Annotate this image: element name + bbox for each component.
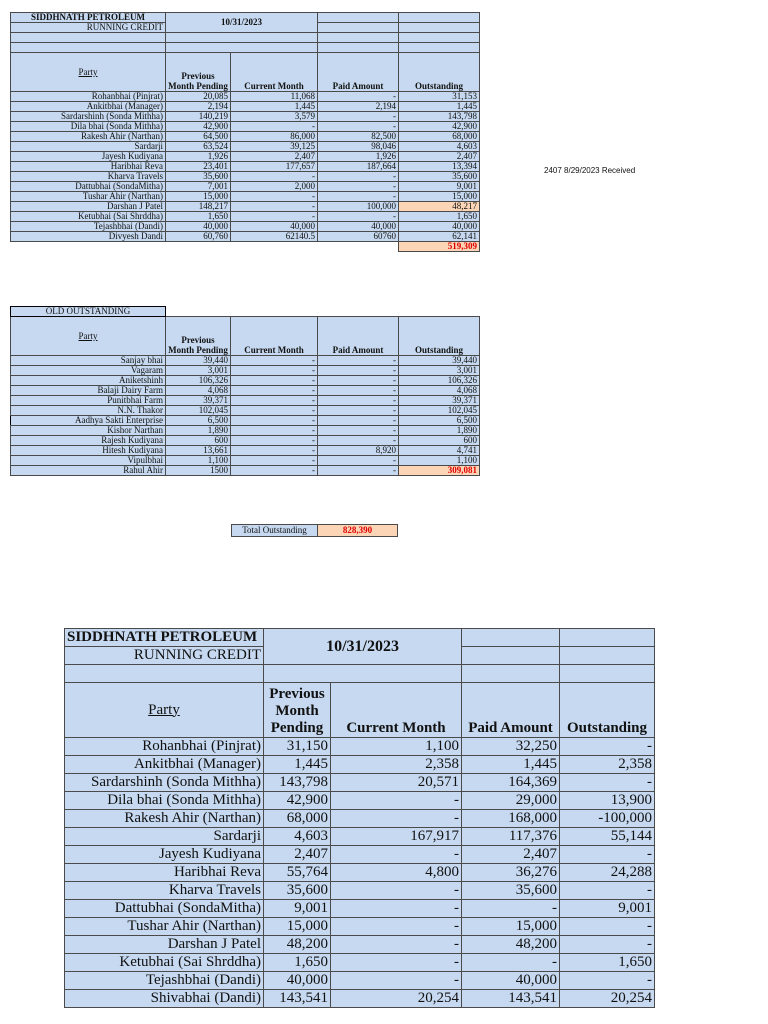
table-row xyxy=(11,396,480,406)
cell-party: Dila bhai (Sonda Mithha) xyxy=(11,122,166,132)
cell-outstanding: 4,068 xyxy=(399,386,480,396)
table-row xyxy=(11,172,480,182)
outstanding-header: Outstanding xyxy=(560,683,655,738)
cell-prev: 9,001 xyxy=(264,900,331,918)
cell-prev: 42,900 xyxy=(264,792,331,810)
cell-current: - xyxy=(331,846,462,864)
cell-outstanding: 1,890 xyxy=(399,426,480,436)
table-row xyxy=(11,356,480,366)
table-row xyxy=(65,810,655,828)
cell-paid: 143,541 xyxy=(462,990,560,1008)
cell-outstanding: 2,407 xyxy=(399,152,480,162)
table-row xyxy=(65,918,655,936)
cell-party: Jayesh Kudiyana xyxy=(11,152,166,162)
table-row xyxy=(11,92,480,102)
running-credit-sheet-large xyxy=(64,628,655,1008)
cell-prev: 40,000 xyxy=(166,222,231,232)
cell-paid: - xyxy=(462,900,560,918)
cell-party: Aadhya Sakti Enterprise xyxy=(11,416,166,426)
cell-paid: 48,200 xyxy=(462,936,560,954)
cell-paid: - xyxy=(318,92,399,102)
current-month-header: Current Month xyxy=(231,317,318,356)
cell-outstanding: 106,326 xyxy=(399,376,480,386)
party-header: Party xyxy=(11,53,166,92)
cell-outstanding: 143,798 xyxy=(399,112,480,122)
cell-outstanding: - xyxy=(560,972,655,990)
cell-prev: 64,500 xyxy=(166,132,231,142)
cell-party: Kharva Travels xyxy=(11,172,166,182)
cell-paid: 29,000 xyxy=(462,792,560,810)
cell-paid: 1,926 xyxy=(318,152,399,162)
cell-outstanding: 40,000 xyxy=(399,222,480,232)
party-header: Party xyxy=(65,683,264,738)
table-row xyxy=(11,436,480,446)
cell-current: - xyxy=(231,376,318,386)
cell-paid: - xyxy=(318,396,399,406)
cell-outstanding: 1,445 xyxy=(399,102,480,112)
cell-paid: - xyxy=(318,356,399,366)
cell-paid: 2,407 xyxy=(462,846,560,864)
table-row xyxy=(11,456,480,466)
current-month-header: Current Month xyxy=(331,683,462,738)
cell-current: 1,100 xyxy=(331,738,462,756)
cell-current: 4,800 xyxy=(331,864,462,882)
cell-outstanding: - xyxy=(560,738,655,756)
table-row xyxy=(11,426,480,436)
cell-party: Shivabhai (Dandi) xyxy=(65,990,264,1008)
cell-party: Sardarshinh (Sonda Mithha) xyxy=(11,112,166,122)
table-row xyxy=(11,386,480,396)
cell-outstanding: 13,900 xyxy=(560,792,655,810)
cell-outstanding: -100,000 xyxy=(560,810,655,828)
cell-current: 2,358 xyxy=(331,756,462,774)
cell-current: 39,125 xyxy=(231,142,318,152)
cell-prev: 140,219 xyxy=(166,112,231,122)
cell-current: - xyxy=(231,192,318,202)
table-row xyxy=(11,406,480,416)
cell-paid: 1,445 xyxy=(462,756,560,774)
outstanding-header: Outstanding xyxy=(399,53,480,92)
cell-party: Rakesh Ahir (Narthan) xyxy=(65,810,264,828)
cell-outstanding: 102,045 xyxy=(399,406,480,416)
table-row xyxy=(11,162,480,172)
cell-prev: 20,085 xyxy=(166,92,231,102)
paid-amount-header: Paid Amount xyxy=(318,53,399,92)
cell-paid: 32,250 xyxy=(462,738,560,756)
cell-party: Aniketshinh xyxy=(11,376,166,386)
cell-prev: 2,194 xyxy=(166,102,231,112)
cell-outstanding: 1,650 xyxy=(560,954,655,972)
report-subtitle: RUNNING CREDIT xyxy=(65,647,264,665)
cell-current: 3,579 xyxy=(231,112,318,122)
report-date: 10/31/2023 xyxy=(264,629,462,665)
table-row xyxy=(65,774,655,792)
cell-prev: 42,900 xyxy=(166,122,231,132)
cell-paid: - xyxy=(318,212,399,222)
current-month-header: Current Month xyxy=(231,53,318,92)
cell-current: - xyxy=(231,172,318,182)
received-note: 2407 8/29/2023 Received xyxy=(544,166,636,175)
old-outstanding-title: OLD OUTSTANDING xyxy=(11,307,166,317)
table-row xyxy=(65,972,655,990)
cell-prev: 7,001 xyxy=(166,182,231,192)
cell-party: Punitbhai Farm xyxy=(11,396,166,406)
table-row xyxy=(11,376,480,386)
cell-prev: 13,661 xyxy=(166,446,231,456)
cell-prev: 1,650 xyxy=(264,954,331,972)
cell-party: Vagaram xyxy=(11,366,166,376)
table-row xyxy=(11,132,480,142)
cell-current: - xyxy=(231,426,318,436)
cell-paid: 98,046 xyxy=(318,142,399,152)
table-row xyxy=(11,416,480,426)
cell-prev: 106,326 xyxy=(166,376,231,386)
old-outstanding-sheet xyxy=(10,306,480,476)
cell-outstanding: 68,000 xyxy=(399,132,480,142)
cell-paid: - xyxy=(318,406,399,416)
cell-party: Sardarji xyxy=(11,142,166,152)
table-row xyxy=(65,738,655,756)
cell-outstanding: 9,001 xyxy=(560,900,655,918)
table-row xyxy=(11,102,480,112)
cell-party: Rohanbhai (Pinjrat) xyxy=(11,92,166,102)
cell-paid: - xyxy=(318,416,399,426)
cell-party: Dattubhai (SondaMitha) xyxy=(65,900,264,918)
cell-prev: 4,068 xyxy=(166,386,231,396)
cell-prev: 55,764 xyxy=(264,864,331,882)
cell-party: Sardarshinh (Sonda Mithha) xyxy=(65,774,264,792)
cell-paid: - xyxy=(318,456,399,466)
company-name: SIDDHNATH PETROLEUM xyxy=(11,13,166,23)
running-credit-sheet-small xyxy=(10,12,480,252)
total-outstanding-box xyxy=(231,524,398,537)
cell-party: Tushar Ahir (Narthan) xyxy=(65,918,264,936)
cell-party: Rohanbhai (Pinjrat) xyxy=(65,738,264,756)
table-row xyxy=(11,142,480,152)
cell-party: Balaji Dairy Farm xyxy=(11,386,166,396)
cell-party: Tushar Ahir (Narthan) xyxy=(11,192,166,202)
cell-outstanding: 31,153 xyxy=(399,92,480,102)
cell-paid: - xyxy=(318,122,399,132)
cell-current: - xyxy=(231,386,318,396)
cell-current: - xyxy=(331,936,462,954)
cell-prev: 15,000 xyxy=(166,192,231,202)
cell-paid: 15,000 xyxy=(462,918,560,936)
cell-prev: 102,045 xyxy=(166,406,231,416)
cell-party: Vipulbhai xyxy=(11,456,166,466)
cell-prev: 35,600 xyxy=(264,882,331,900)
cell-prev: 2,407 xyxy=(264,846,331,864)
cell-current: - xyxy=(231,396,318,406)
cell-prev: 1,650 xyxy=(166,212,231,222)
table-row xyxy=(65,846,655,864)
cell-prev: 1,445 xyxy=(264,756,331,774)
cell-party: Kharva Travels xyxy=(65,882,264,900)
cell-outstanding: 2,358 xyxy=(560,756,655,774)
table-row xyxy=(11,366,480,376)
cell-paid: - xyxy=(462,954,560,972)
cell-prev: 39,440 xyxy=(166,356,231,366)
cell-prev: 15,000 xyxy=(264,918,331,936)
cell-current: 2,407 xyxy=(231,152,318,162)
cell-paid: 100,000 xyxy=(318,202,399,212)
cell-party: Haribhai Reva xyxy=(11,162,166,172)
cell-paid: 187,664 xyxy=(318,162,399,172)
cell-outstanding: 24,288 xyxy=(560,864,655,882)
table-row xyxy=(11,182,480,192)
cell-prev: 68,000 xyxy=(264,810,331,828)
cell-outstanding: 62,141 xyxy=(399,232,480,242)
cell-current: 2,000 xyxy=(231,182,318,192)
cell-current: - xyxy=(331,792,462,810)
cell-party: Tejashbhai (Dandi) xyxy=(65,972,264,990)
cell-current: 40,000 xyxy=(231,222,318,232)
cell-party: Ketubhai (Sai Shrddha) xyxy=(11,212,166,222)
cell-party: Ankitbhai (Manager) xyxy=(11,102,166,112)
table-row xyxy=(11,122,480,132)
cell-current: - xyxy=(231,436,318,446)
cell-prev: 48,200 xyxy=(264,936,331,954)
party-header: Party xyxy=(11,317,166,356)
table-row xyxy=(11,112,480,122)
cell-outstanding: 1,100 xyxy=(399,456,480,466)
cell-current: 177,657 xyxy=(231,162,318,172)
table-row xyxy=(65,954,655,972)
cell-paid: 82,500 xyxy=(318,132,399,142)
cell-outstanding: 48,217 xyxy=(399,202,480,212)
cell-current: - xyxy=(231,366,318,376)
cell-outstanding: - xyxy=(560,882,655,900)
paid-amount-header: Paid Amount xyxy=(462,683,560,738)
cell-paid: - xyxy=(318,466,399,476)
cell-paid: 117,376 xyxy=(462,828,560,846)
cell-current: - xyxy=(231,356,318,366)
table-row xyxy=(11,446,480,456)
cell-party: Kishor Narthan xyxy=(11,426,166,436)
table-row xyxy=(65,900,655,918)
table-row xyxy=(65,882,655,900)
cell-current: - xyxy=(231,122,318,132)
cell-outstanding: 4,603 xyxy=(399,142,480,152)
cell-outstanding: 39,440 xyxy=(399,356,480,366)
cell-party: Tejashbhai (Dandi) xyxy=(11,222,166,232)
cell-party: Rahul Ahir xyxy=(11,466,166,476)
cell-outstanding: 13,394 xyxy=(399,162,480,172)
cell-current: - xyxy=(231,456,318,466)
table-row xyxy=(11,466,480,476)
cell-party: Rakesh Ahir (Narthan) xyxy=(11,132,166,142)
cell-party: Hitesh Kudiyana xyxy=(11,446,166,456)
cell-current: - xyxy=(331,972,462,990)
cell-prev: 39,371 xyxy=(166,396,231,406)
cell-paid: 35,600 xyxy=(462,882,560,900)
cell-party: Divyesh Dandi xyxy=(11,232,166,242)
table-row xyxy=(11,222,480,232)
cell-prev: 143,541 xyxy=(264,990,331,1008)
company-name: SIDDHNATH PETROLEUM xyxy=(65,629,264,647)
table-row xyxy=(65,936,655,954)
cell-current: 1,445 xyxy=(231,102,318,112)
running-credit-rows xyxy=(11,92,480,242)
cell-paid: - xyxy=(318,172,399,182)
cell-outstanding: 39,371 xyxy=(399,396,480,406)
cell-paid: 40,000 xyxy=(318,222,399,232)
cell-paid: - xyxy=(318,192,399,202)
cell-prev: 1,926 xyxy=(166,152,231,162)
cell-party: Jayesh Kudiyana xyxy=(65,846,264,864)
cell-prev: 6,500 xyxy=(166,416,231,426)
cell-party: Dattubhai (SondaMitha) xyxy=(11,182,166,192)
cell-prev: 1500 xyxy=(166,466,231,476)
cell-party: Dila bhai (Sonda Mithha) xyxy=(65,792,264,810)
cell-paid: - xyxy=(318,112,399,122)
cell-paid: 36,276 xyxy=(462,864,560,882)
cell-prev: 23,401 xyxy=(166,162,231,172)
cell-paid: 60760 xyxy=(318,232,399,242)
cell-outstanding: 35,600 xyxy=(399,172,480,182)
cell-paid: - xyxy=(318,376,399,386)
cell-prev: 3,001 xyxy=(166,366,231,376)
cell-paid: - xyxy=(318,182,399,192)
cell-current: - xyxy=(231,212,318,222)
table-row xyxy=(65,756,655,774)
prev-month-header: Previous Month Pending xyxy=(166,53,231,92)
cell-paid: - xyxy=(318,366,399,376)
cell-party: Sardarji xyxy=(65,828,264,846)
cell-prev: 60,760 xyxy=(166,232,231,242)
cell-current: - xyxy=(231,446,318,456)
table-row xyxy=(65,792,655,810)
cell-party: Ankitbhai (Manager) xyxy=(65,756,264,774)
cell-paid: - xyxy=(318,436,399,446)
table-row xyxy=(11,152,480,162)
cell-outstanding: - xyxy=(560,846,655,864)
cell-party: Darshan J Patel xyxy=(65,936,264,954)
cell-current: 86,000 xyxy=(231,132,318,142)
cell-party: Darshan J Patel xyxy=(11,202,166,212)
cell-party: Ketubhai (Sai Shrddha) xyxy=(65,954,264,972)
cell-outstanding: - xyxy=(560,918,655,936)
cell-current: - xyxy=(231,202,318,212)
cell-current: 167,917 xyxy=(331,828,462,846)
report-date: 10/31/2023 xyxy=(166,13,318,33)
cell-current: - xyxy=(331,882,462,900)
cell-current: - xyxy=(231,406,318,416)
cell-prev: 31,150 xyxy=(264,738,331,756)
cell-party: N.N. Thakor xyxy=(11,406,166,416)
table-row xyxy=(65,828,655,846)
total-outstanding-label: Total Outstanding xyxy=(232,525,318,537)
cell-prev: 1,890 xyxy=(166,426,231,436)
report-subtitle: RUNNING CREDIT xyxy=(11,23,166,33)
cell-outstanding: 309,081 xyxy=(399,466,480,476)
cell-outstanding: 42,900 xyxy=(399,122,480,132)
cell-outstanding: 3,001 xyxy=(399,366,480,376)
cell-prev: 143,798 xyxy=(264,774,331,792)
cell-current: - xyxy=(331,918,462,936)
cell-outstanding: 55,144 xyxy=(560,828,655,846)
cell-paid: 168,000 xyxy=(462,810,560,828)
table-row xyxy=(11,212,480,222)
cell-outstanding: - xyxy=(560,936,655,954)
cell-paid: 8,920 xyxy=(318,446,399,456)
cell-outstanding: 6,500 xyxy=(399,416,480,426)
cell-outstanding: 1,650 xyxy=(399,212,480,222)
cell-party: Sanjay bhai xyxy=(11,356,166,366)
running-credit-rows xyxy=(65,738,655,1008)
cell-prev: 63,524 xyxy=(166,142,231,152)
cell-prev: 148,217 xyxy=(166,202,231,212)
table-row xyxy=(65,864,655,882)
cell-paid: - xyxy=(318,386,399,396)
cell-prev: 4,603 xyxy=(264,828,331,846)
table-row xyxy=(11,192,480,202)
prev-month-header: Previous Month Pending xyxy=(166,317,231,356)
cell-prev: 35,600 xyxy=(166,172,231,182)
cell-prev: 600 xyxy=(166,436,231,446)
cell-party: Haribhai Reva xyxy=(65,864,264,882)
outstanding-header: Outstanding xyxy=(399,317,480,356)
cell-current: 11,068 xyxy=(231,92,318,102)
cell-paid: 2,194 xyxy=(318,102,399,112)
cell-outstanding: 20,254 xyxy=(560,990,655,1008)
cell-prev: 1,100 xyxy=(166,456,231,466)
prev-month-header: Previous Month Pending xyxy=(264,683,331,738)
running-credit-total: 519,309 xyxy=(399,242,480,252)
cell-current: 62140.5 xyxy=(231,232,318,242)
cell-current: - xyxy=(231,466,318,476)
cell-outstanding: 9,001 xyxy=(399,182,480,192)
paid-amount-header: Paid Amount xyxy=(318,317,399,356)
cell-paid: 40,000 xyxy=(462,972,560,990)
table-row xyxy=(11,232,480,242)
cell-prev: 40,000 xyxy=(264,972,331,990)
cell-party: Rajesh Kudiyana xyxy=(11,436,166,446)
total-outstanding-value: 828,390 xyxy=(318,525,398,537)
cell-outstanding: 4,741 xyxy=(399,446,480,456)
cell-current: - xyxy=(231,416,318,426)
cell-current: - xyxy=(331,810,462,828)
cell-current: 20,254 xyxy=(331,990,462,1008)
cell-paid: 164,369 xyxy=(462,774,560,792)
table-row xyxy=(11,202,480,212)
old-outstanding-rows xyxy=(11,356,480,476)
table-row xyxy=(65,990,655,1008)
cell-current: 20,571 xyxy=(331,774,462,792)
cell-outstanding: 15,000 xyxy=(399,192,480,202)
cell-paid: - xyxy=(318,426,399,436)
cell-outstanding: 600 xyxy=(399,436,480,446)
cell-outstanding: - xyxy=(560,774,655,792)
cell-current: - xyxy=(331,954,462,972)
cell-current: - xyxy=(331,900,462,918)
